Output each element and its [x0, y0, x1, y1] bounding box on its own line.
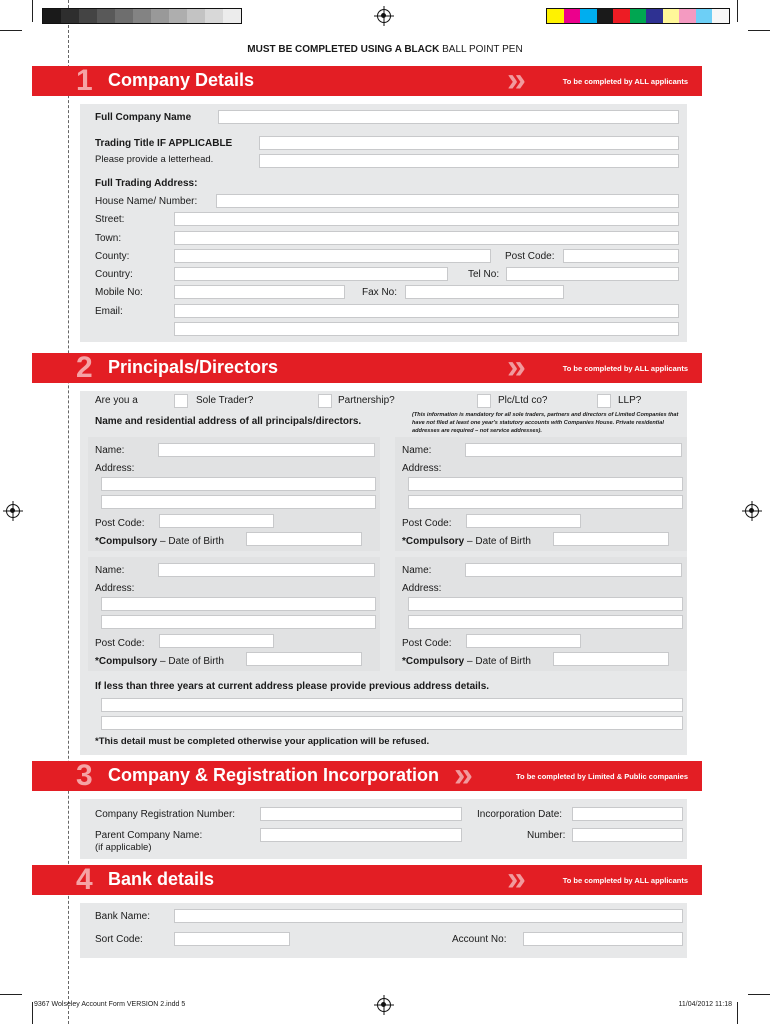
grey-swatch — [43, 9, 61, 23]
mobile-label: Mobile No: — [95, 287, 143, 298]
crop-mark — [0, 994, 22, 995]
footer-file: 9367 Wolseley Account Form VERSION 2.indd 5 — [34, 1001, 186, 1008]
parent-number-field[interactable] — [572, 828, 683, 842]
director-post-code-label: Post Code: — [402, 518, 452, 529]
plc-label: Plc/Ltd co? — [498, 395, 548, 406]
grey-color-bar — [42, 8, 242, 24]
color-swatch — [580, 9, 597, 23]
crop-mark — [748, 30, 770, 31]
partnership-label: Partnership? — [338, 395, 395, 406]
plc-checkbox[interactable] — [477, 394, 491, 408]
fax-label: Fax No: — [362, 287, 398, 298]
director-name-field[interactable] — [158, 443, 375, 457]
color-swatch — [712, 9, 729, 23]
account-no-field[interactable] — [523, 932, 683, 946]
director-name-field[interactable] — [158, 563, 375, 577]
director-dob-label: *Compulsory – Date of Birth — [402, 656, 531, 667]
footer-date: 11/04/2012 11:18 — [678, 1001, 732, 1008]
section-1-header — [32, 61, 702, 99]
director-address-field[interactable] — [101, 597, 376, 611]
section-4-header — [32, 860, 702, 898]
registration-mark-icon — [6, 504, 20, 518]
grey-swatch — [151, 9, 169, 23]
section-note: To be completed by ALL applicants — [562, 77, 688, 86]
director-post-code-field[interactable] — [159, 634, 274, 648]
section-2-header — [32, 348, 702, 386]
director-dob-label: *Compulsory – Date of Birth — [402, 536, 531, 547]
full-company-name-label: Full Company Name — [95, 112, 192, 123]
grey-swatch — [205, 9, 223, 23]
director-address-label: Address: — [95, 463, 135, 474]
director-dob-field[interactable] — [246, 532, 362, 546]
country-field[interactable] — [174, 267, 448, 281]
director-post-code-label: Post Code: — [402, 638, 452, 649]
director-address-field[interactable] — [408, 477, 683, 491]
grey-swatch — [223, 9, 241, 23]
letterhead-note: Please provide a letterhead. — [95, 154, 214, 165]
partnership-checkbox[interactable] — [318, 394, 332, 408]
director-post-code-field[interactable] — [466, 514, 581, 528]
grey-swatch — [115, 9, 133, 23]
grey-swatch — [79, 9, 97, 23]
section-note: To be completed by ALL applicants — [562, 876, 688, 885]
crop-mark — [737, 1002, 738, 1024]
county-field[interactable] — [174, 249, 491, 263]
house-field[interactable] — [216, 194, 679, 208]
sort-code-label: Sort Code: — [95, 934, 143, 945]
country-label: Country: — [95, 269, 133, 280]
grey-swatch — [97, 9, 115, 23]
grey-swatch — [169, 9, 187, 23]
crop-mark — [737, 0, 738, 22]
crop-mark — [748, 994, 770, 995]
previous-address-field-2[interactable] — [101, 716, 683, 730]
director-name-label: Name: — [95, 565, 125, 576]
mobile-field[interactable] — [174, 285, 345, 299]
section-note: To be completed by ALL applicants — [562, 364, 688, 373]
director-dob-field[interactable] — [553, 532, 669, 546]
reg-number-label: Company Registration Number: — [95, 809, 236, 820]
director-address-field[interactable] — [101, 477, 376, 491]
town-field[interactable] — [174, 231, 679, 245]
color-swatch — [696, 9, 713, 23]
color-swatch — [564, 9, 581, 23]
section-title: Company Details — [108, 70, 255, 90]
parent-company-field[interactable] — [260, 828, 462, 842]
crop-mark — [32, 1002, 33, 1024]
crop-mark — [32, 0, 33, 22]
section-number: 4 — [76, 863, 93, 896]
sole-trader-label: Sole Trader? — [196, 395, 254, 406]
director-post-code-label: Post Code: — [95, 638, 145, 649]
director-post-code-label: Post Code: — [95, 518, 145, 529]
color-swatch — [663, 9, 680, 23]
color-swatch — [547, 9, 564, 23]
director-dob-field[interactable] — [553, 652, 669, 666]
reg-number-field[interactable] — [260, 807, 462, 821]
sort-code-field[interactable] — [174, 932, 290, 946]
tel-label: Tel No: — [468, 269, 500, 280]
previous-address-field[interactable] — [101, 698, 683, 712]
director-name-label: Name: — [402, 565, 432, 576]
section-note: To be completed by Limited & Public companies — [516, 772, 688, 781]
color-swatch — [613, 9, 630, 23]
chevron-icon: » — [454, 756, 463, 794]
county-label: County: — [95, 251, 130, 262]
pen-instruction: MUST BE COMPLETED USING A BLACK BALL POINT PEN — [247, 44, 523, 55]
mandatory-note: (This information is mandatory for all sole traders, partners and directors of Limited Companies that have not filed at least one year's statutory accounts with Companies House. Private residential addresses are required – not service addresses). — [412, 412, 679, 434]
bank-name-label: Bank Name: — [95, 911, 151, 922]
director-name-label: Name: — [95, 445, 125, 456]
registration-mark-icon — [377, 998, 391, 1012]
post-code-field[interactable] — [563, 249, 679, 263]
section-number: 2 — [76, 351, 93, 384]
process-color-bar — [546, 8, 730, 24]
director-post-code-field[interactable] — [466, 634, 581, 648]
director-name-field[interactable] — [465, 443, 682, 457]
previous-address-heading: If less than three years at current address please provide previous address details. — [95, 681, 490, 692]
director-address-field-2[interactable] — [101, 495, 376, 509]
section-number: 1 — [76, 64, 93, 97]
town-label: Town: — [95, 233, 122, 244]
director-address-field-2[interactable] — [101, 615, 376, 629]
trading-title-field-2[interactable] — [259, 154, 679, 168]
street-field[interactable] — [174, 212, 679, 226]
registration-mark-icon — [377, 9, 391, 23]
inc-date-label: Incorporation Date: — [477, 809, 563, 820]
trading-title-label: Trading Title IF APPLICABLE — [95, 138, 233, 149]
tel-field[interactable] — [506, 267, 679, 281]
section-3-header — [32, 756, 702, 794]
llp-checkbox[interactable] — [597, 394, 611, 408]
color-swatch — [630, 9, 647, 23]
full-company-name-field[interactable] — [218, 110, 679, 124]
inc-date-field[interactable] — [572, 807, 683, 821]
director-address-label: Address: — [95, 583, 135, 594]
section-number: 3 — [76, 759, 93, 792]
director-name-label: Name: — [402, 445, 432, 456]
parent-company-label: Parent Company Name: — [95, 830, 203, 841]
director-address-field-2[interactable] — [408, 495, 683, 509]
registration-mark-icon — [745, 504, 759, 518]
chevron-icon: » — [507, 860, 516, 898]
chevron-icon: » — [507, 61, 516, 99]
post-code-label: Post Code: — [505, 251, 555, 262]
section-title: Principals/Directors — [108, 357, 279, 377]
color-swatch — [646, 9, 663, 23]
street-label: Street: — [95, 214, 125, 225]
bank-name-field[interactable] — [174, 909, 683, 923]
color-swatch — [679, 9, 696, 23]
director-post-code-field[interactable] — [159, 514, 274, 528]
email-field[interactable] — [174, 304, 679, 318]
sole-trader-checkbox[interactable] — [174, 394, 188, 408]
director-address-label: Address: — [402, 463, 442, 474]
email-field-2[interactable] — [174, 322, 679, 336]
number-label: Number: — [527, 830, 566, 841]
grey-swatch — [61, 9, 79, 23]
director-address-label: Address: — [402, 583, 442, 594]
director-name-field[interactable] — [465, 563, 682, 577]
director-address-field[interactable] — [408, 597, 683, 611]
email-label: Email: — [95, 306, 123, 317]
llp-label: LLP? — [618, 395, 642, 406]
color-swatch — [597, 9, 614, 23]
are-you-label: Are you a — [95, 395, 138, 406]
director-dob-label: *Compulsory – Date of Birth — [95, 656, 224, 667]
section-title: Bank details — [108, 869, 215, 889]
fax-field[interactable] — [405, 285, 564, 299]
grey-swatch — [187, 9, 205, 23]
grey-swatch — [133, 9, 151, 23]
crop-mark — [0, 30, 22, 31]
account-no-label: Account No: — [452, 934, 507, 945]
director-dob-field[interactable] — [246, 652, 362, 666]
full-trading-address-label: Full Trading Address: — [95, 178, 198, 189]
director-address-field-2[interactable] — [408, 615, 683, 629]
trading-title-field[interactable] — [259, 136, 679, 150]
refusal-note: *This detail must be completed otherwise your application will be refused. — [95, 736, 430, 747]
name-address-heading: Name and residential address of all principals/directors. — [95, 416, 362, 427]
section-title: Company & Registration Incorporation — [108, 765, 440, 785]
if-applicable-note: (if applicable) — [95, 842, 152, 853]
chevron-icon: » — [507, 348, 516, 386]
director-dob-label: *Compulsory – Date of Birth — [95, 536, 224, 547]
house-label: House Name/ Number: — [95, 196, 198, 207]
